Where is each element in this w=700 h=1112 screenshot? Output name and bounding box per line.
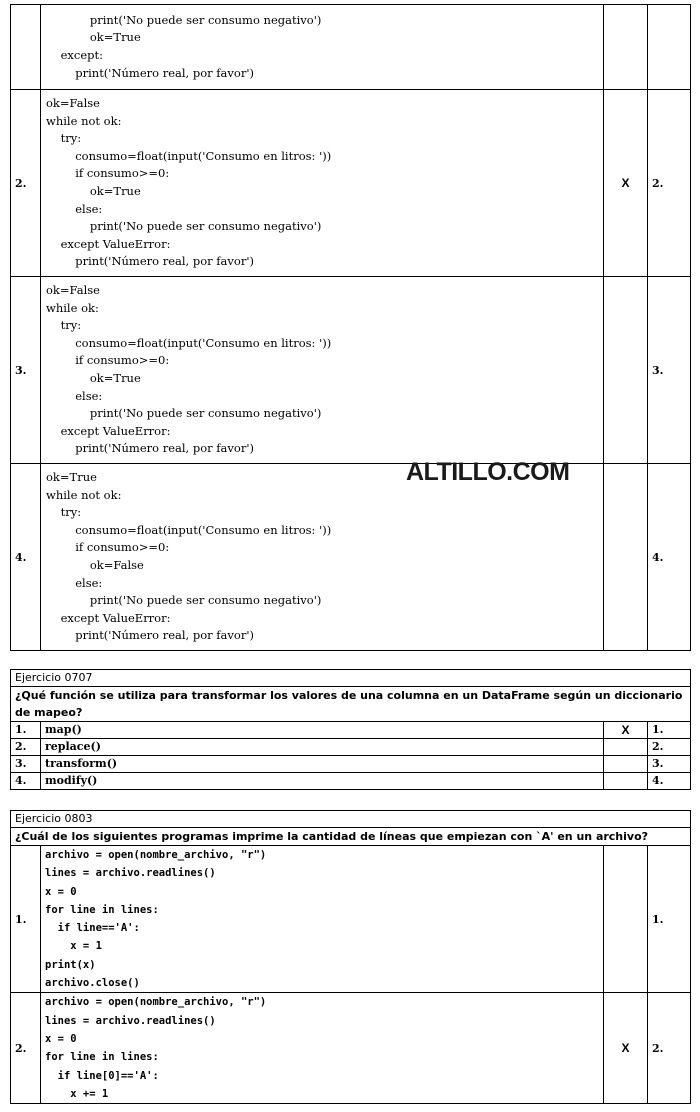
code-line: consumo=float(input('Consumo en litros: ')) <box>46 522 332 537</box>
exercise-title: Ejercicio 0803 <box>11 811 691 828</box>
code-line: print('Número real, por favor') <box>46 441 254 456</box>
option-text: replace() <box>41 739 604 756</box>
code-line: archivo = open(nombre_archivo, "r") <box>45 849 267 861</box>
code-line: for line in lines: <box>45 1051 159 1064</box>
code-line: ok=True <box>46 184 141 198</box>
option-row <box>11 90 691 277</box>
code-block <box>41 277 604 464</box>
code-line: if consumo>=0: <box>46 540 170 555</box>
code-line: lines = archivo.readlines() <box>45 1014 216 1027</box>
option-row <box>11 722 691 739</box>
code-line: if consumo>=0: <box>46 166 170 181</box>
code-line: except ValueError: <box>46 610 171 625</box>
code-line: print('Número real, por favor') <box>46 65 254 80</box>
option-row <box>11 846 691 993</box>
answer-mark <box>603 846 647 993</box>
option-row <box>11 993 691 1104</box>
code-line: lines = archivo.readlines() <box>45 867 216 880</box>
option-number-left: 2. <box>11 993 41 1104</box>
code-line: print('No puede ser consumo negativo') <box>46 593 322 608</box>
code-line: print('No puede ser consumo negativo') <box>46 12 322 27</box>
option-row <box>11 277 691 464</box>
code-line: x = 0 <box>45 1033 77 1046</box>
code-line: archivo.close() <box>45 977 140 990</box>
option-number-left: 3. <box>11 756 41 773</box>
option-number-right: 4. <box>647 773 690 790</box>
code-line: else: <box>46 201 103 216</box>
answer-mark <box>603 756 647 773</box>
option-row <box>11 5 691 90</box>
exercise-title: Ejercicio 0707 <box>11 670 691 687</box>
answer-mark <box>604 464 648 651</box>
code-line: archivo = open(nombre_archivo, "r") <box>45 996 267 1009</box>
answer-mark: X <box>604 90 648 277</box>
code-line: x = 1 <box>45 940 102 953</box>
option-number-left: 4. <box>11 464 41 651</box>
option-text: map() <box>41 722 604 739</box>
code-line: if line=='A': <box>45 922 140 935</box>
exercise-question: ¿Cuál de los siguientes programas imprime la cantidad de líneas que empiezan con `A' en un archivo? <box>11 828 691 846</box>
code-line: ok=True <box>46 470 97 485</box>
option-number-right: 4. <box>648 464 691 651</box>
code-line: if line[0]=='A': <box>45 1069 159 1082</box>
code-line: try: <box>46 505 82 520</box>
code-line: for line in lines: <box>45 903 159 916</box>
code-line: while not ok: <box>46 113 122 128</box>
option-number-left: 2. <box>11 739 41 756</box>
code-block <box>41 464 604 651</box>
code-line: else: <box>46 575 103 590</box>
code-line: print('Número real, por favor') <box>46 628 254 643</box>
option-number-left: 4. <box>11 773 41 790</box>
option-number-left: 3. <box>11 277 41 464</box>
option-number-left: 1. <box>11 846 41 993</box>
code-line: try: <box>46 131 82 146</box>
option-row <box>11 464 691 651</box>
option-number-right: 2. <box>648 90 691 277</box>
code-line: x = 0 <box>45 885 77 898</box>
code-line: print(x) <box>45 958 96 971</box>
option-number-left: 1. <box>11 722 41 739</box>
answer-mark: X <box>603 993 647 1104</box>
exercise-question: ¿Qué función se utiliza para transformar los valores de una columna en un DataFrame según un diccionario de mapeo? <box>11 687 691 722</box>
code-line: ok=False <box>46 283 100 298</box>
code-line: while not ok: <box>46 487 122 502</box>
code-line: consumo=float(input('Consumo en litros: ')) <box>46 148 332 163</box>
option-row <box>11 773 691 790</box>
answer-mark <box>604 5 648 90</box>
option-number-right: 1. <box>647 846 690 993</box>
option-number-left: 2. <box>11 90 41 277</box>
code-line: ok=False <box>46 96 100 111</box>
code-block <box>41 90 604 277</box>
code-line: else: <box>46 388 103 403</box>
option-row <box>11 756 691 773</box>
exercise-0707-table <box>10 669 691 790</box>
code-block <box>41 993 604 1104</box>
code-line: try: <box>46 318 82 333</box>
code-line: ok=False <box>46 558 144 572</box>
code-line: except ValueError: <box>46 423 171 438</box>
option-number-right <box>648 5 691 90</box>
watermark-logo: ALTILLO.COM <box>406 458 570 486</box>
code-line: while ok: <box>46 300 99 315</box>
option-number-right: 2. <box>647 739 690 756</box>
code-line: except: <box>46 48 104 62</box>
code-block <box>41 846 604 993</box>
code-line: ok=True <box>46 30 141 45</box>
code-line: print('No puede ser consumo negativo') <box>46 406 322 421</box>
option-number-right: 1. <box>647 722 690 739</box>
exercise-0803-table <box>10 810 691 1104</box>
option-text: modify() <box>41 773 604 790</box>
code-line: if consumo>=0: <box>46 353 170 368</box>
option-number-right: 3. <box>647 756 690 773</box>
option-number-right: 2. <box>647 993 690 1104</box>
option-number-right: 3. <box>648 277 691 464</box>
code-line: ok=True <box>46 371 141 385</box>
exercise-1-table <box>10 4 691 651</box>
answer-mark <box>603 739 647 756</box>
option-row <box>11 739 691 756</box>
code-line: print('Número real, por favor') <box>46 254 254 269</box>
code-line: print('No puede ser consumo negativo') <box>46 219 322 234</box>
code-block <box>41 5 604 90</box>
answer-mark <box>604 277 648 464</box>
code-line: x += 1 <box>45 1087 109 1100</box>
option-text: transform() <box>41 756 604 773</box>
code-line: except ValueError: <box>46 236 171 251</box>
answer-mark: X <box>603 722 647 739</box>
option-number-left <box>11 5 41 90</box>
code-line: consumo=float(input('Consumo en litros: ')) <box>46 335 332 350</box>
answer-mark <box>603 773 647 790</box>
